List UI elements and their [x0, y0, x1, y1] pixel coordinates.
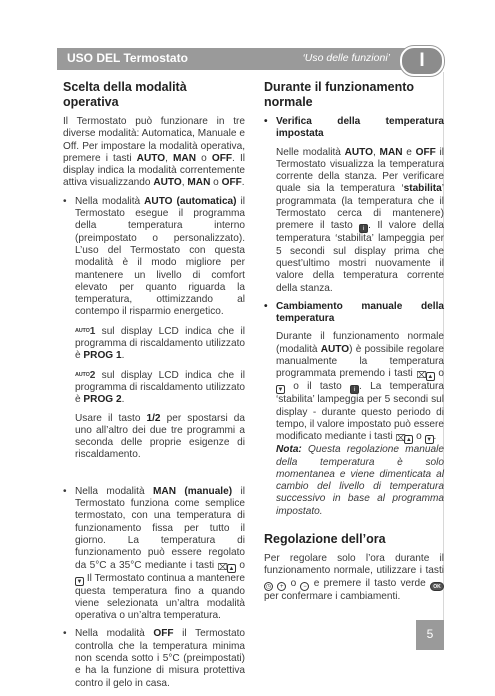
- thermometer-icon: ⌧: [395, 433, 406, 444]
- plus-icon: +: [277, 582, 286, 591]
- language-badge: I: [400, 46, 444, 76]
- thermometer-icon: ⌧: [416, 370, 427, 381]
- up-arrow-icon: ▲: [228, 565, 235, 572]
- down-arrow-icon: ▼: [76, 578, 83, 585]
- thermometer-key-icon: i: [359, 224, 368, 233]
- right-column: [264, 80, 444, 609]
- up-arrow-icon: ▲: [405, 437, 412, 444]
- clock-icon: ◷: [265, 583, 272, 590]
- thermometer-icon: ⌧: [217, 561, 228, 572]
- page-number-box: [416, 620, 444, 650]
- left-column: [63, 80, 245, 696]
- bullet-man-mode: • Nella modalità MAN (manuale) il Termostato funziona come semplice termostato, con una temperatura di funzionamento fissa per tutto il giorno. La temperatura di funzionamento può essere regolato da 5°C a 35°C mediante i tasti ⌧ ▲ o ▼ Il Termostato continua a mantenere questa temperatura fino a quando viene selezionata un’altra modalità operativa o un’altra temperatura.: [63, 486, 245, 623]
- intro-paragraph: Il Termostato può funzionare in tre diverse modalità: Automatica, Manuale e Off. Per impostare la modalità operativa, premere i tasti AUTO, MAN o OFF. Il display indica la modalità correntemente attiva visualizzando AUTO, MAN o OFF.: [63, 116, 246, 189]
- ok-button-icon: OK: [430, 582, 444, 591]
- bullet-check-temperature: • Verifica della temperatura impostata: [264, 116, 444, 141]
- section-title: USO DEL Termostato: [67, 51, 188, 65]
- page-number: 5: [426, 627, 434, 641]
- heading-time-setting: Regolazione dell’ora: [264, 532, 386, 547]
- down-arrow-icon: ▼: [277, 387, 284, 394]
- note: Nota: Questa regolazione manuale della temperatura è solo momentanea e viene dimenticata al cambio del livello di temperatura successivo in base al programma impostato.: [276, 444, 444, 517]
- usare-line: Usare il tasto 1/2 per spostarsi da uno all’altro dei due tre programmi a seconda delle proprie esigenze di riscaldamento.: [75, 412, 245, 461]
- time-setting-text: Per regolare solo l’ora durante il funzionamento normale, utilizzare i tasti ◷ + o − e premere il tasto verde OK per confermare i cambiamenti.: [264, 553, 444, 602]
- minus-icon: −: [300, 582, 309, 591]
- bullet-off-mode: • Nella modalità OFF il Termostato controlla che la temperatura minima non scenda sotto i 5°C (preimpostati) e ha la funzione di misura protettiva contro il gelo in casa.: [63, 628, 245, 689]
- bullet-auto-mode: • Nella modalità AUTO (automatica) il Termostato esegue il programma della temperatura interno (preimpostato o personalizzato). L’uso del Termostato con questa modalità è il modo migliore per mantenere un livello di comfort elevato per quanto riguarda la temperatura, ottimizzando al contempo il risparmio energetico.: [63, 196, 245, 319]
- section-subtitle: ‘Uso delle funzioni’: [302, 52, 390, 64]
- bullet-manual-change: • Cambiamento manuale della temperatura: [264, 301, 444, 326]
- prog2-line: AUTO2 sul display LCD indica che il programma di riscaldamento utilizzato è PROG 2.: [75, 369, 245, 406]
- section-header-bar: [57, 48, 420, 70]
- thermometer-key-icon: i: [350, 385, 359, 394]
- check-temperature-text: Nelle modalità AUTO, MAN e OFF il Termostato visualizza la temperatura corrente della stanza. Per verificare quale sia la temperatura ‘stabilita’ programmata (la temperatura che il Termostato cerca di mantenere) premere il tasto i . Il valore della temperatura ‘stabilita’ lampeggia per 5 secondi sul display prima che quest’ultimo mostri nuovamente il valore della temperatura corrente della stanza.: [276, 146, 445, 294]
- heading-mode-selection: Scelta della modalità operativa: [63, 80, 187, 109]
- heading-normal-operation: Durante il funzionamento normale: [264, 80, 414, 109]
- up-arrow-icon: ▲: [427, 374, 434, 381]
- down-arrow-icon: ▼: [426, 437, 433, 444]
- prog1-line: AUTO1 sul display LCD indica che il programma di riscaldamento utilizzato è PROG 1.: [75, 325, 245, 362]
- manual-change-text: Durante il funzionamento normale (modalità AUTO) è possibile regolare manualmente la temperatura programmata premendo i tasti ⌧ ▲ o ▼ o il tasto i . La temperatura ‘stabilita’ lampeggia per 5 secondi sul display - durante questo periodo di tempo, il valore impostato può essere modificato mediante i tasti ⌧ ▲ o ▼ . Nota: Questa regolazione manuale della temperatura è solo momentanea e viene dimenticata al cambio del livello di temperatura successivo in base al programma impostato.: [276, 331, 445, 517]
